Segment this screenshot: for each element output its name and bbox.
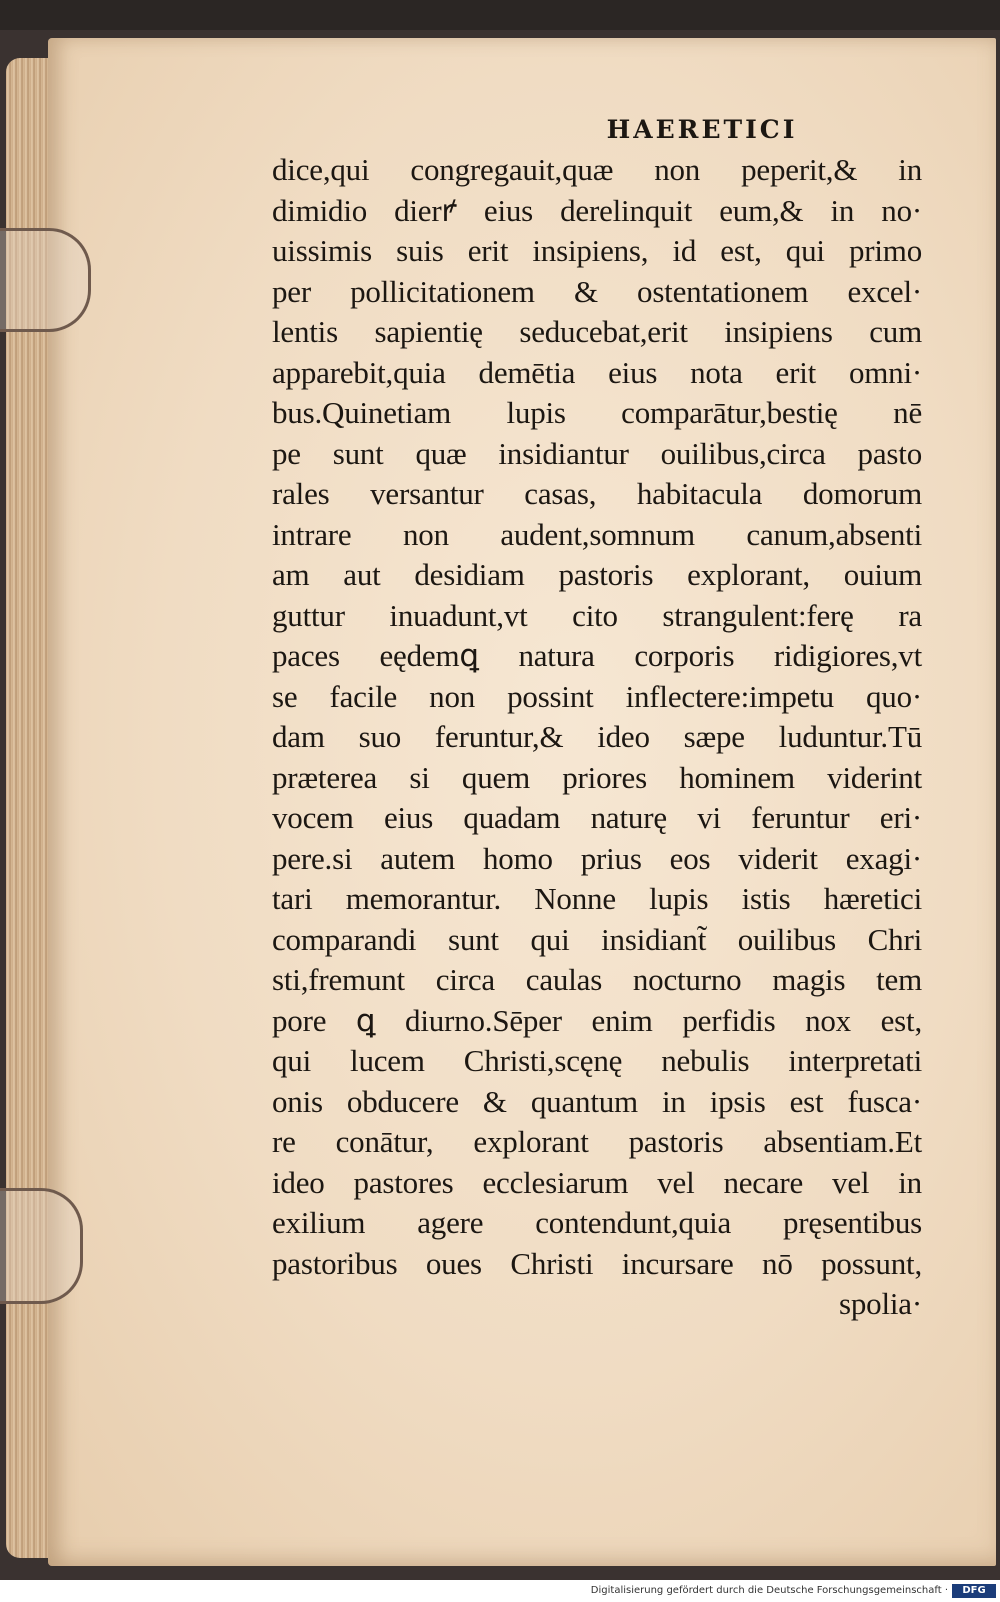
- funding-credit: Digitalisierung gefördert durch die Deutsche Forschungsgemeinschaft ·: [590, 1585, 948, 1596]
- text-line: uissimis suis erit insipiens, id est, qui primo: [272, 233, 922, 268]
- text-line: se facile non possint inflectere:impetu quo·: [272, 678, 922, 714]
- page-clip-top: [0, 228, 91, 332]
- text-line: tari memorantur. Nonne lupis istis hæretici: [272, 881, 922, 916]
- text-line: bus.Quinetiam lupis comparātur,bestię nē: [272, 395, 922, 430]
- text-line: pere.si autem homo prius eos viderit exagi·: [272, 840, 922, 876]
- text-line: pastoribus oues Christi incursare nō possunt,: [272, 1245, 922, 1281]
- text-line: onis obducere & quantum in ipsis est fusca·: [272, 1083, 922, 1119]
- text-line: paces eędemꝗ natura corporis ridigiores,vt: [272, 638, 922, 673]
- text-line: dam suo feruntur,& ideo sæpe luduntur.Tū: [272, 719, 922, 754]
- text-block: [272, 110, 922, 1325]
- text-line: dice,qui congregauit,quæ non peperit,& in: [272, 152, 922, 187]
- text-line: qui lucem Christi,scęnę nebulis interpretati: [272, 1043, 922, 1078]
- text-line: pe sunt quæ insidiantur ouilibus,circa pasto: [272, 435, 922, 471]
- text-line: dimidio dierꝵ eius derelinquit eum,& in no·: [272, 192, 922, 228]
- text-line: sti,fremunt circa caulas nocturno magis tem: [272, 962, 922, 997]
- text-line: re conātur, explorant pastoris absentiam.Et: [272, 1124, 922, 1159]
- text-line: intrare non audent,somnum canum,absenti: [272, 516, 922, 552]
- page-clip-bottom: [0, 1188, 83, 1304]
- text-line: pore ꝗ diurno.Sēper enim perfidis nox est,: [272, 1002, 922, 1038]
- text-line: præterea si quem priores hominem viderint: [272, 759, 922, 795]
- text-line: rales versantur casas, habitacula domorum: [272, 476, 922, 511]
- text-line: guttur inuadunt,vt cito strangulent:ferę ra: [272, 597, 922, 633]
- text-line: vocem eius quadam naturę vi feruntur eri·: [272, 800, 922, 835]
- text-line: lentis sapientię seducebat,erit insipiens cum: [272, 314, 922, 349]
- text-line: ideo pastores ecclesiarum vel necare vel in: [272, 1164, 922, 1200]
- catchword: spolia·: [839, 1286, 922, 1321]
- text-line: comparandi sunt qui insidiant̃ ouilibus Chri: [272, 921, 922, 957]
- text-line: exilium agere contendunt,quia pręsentibus: [272, 1205, 922, 1240]
- dfg-logo: DFG: [952, 1584, 996, 1598]
- text-line: apparebit,quia demētia eius nota erit omni·: [272, 354, 922, 390]
- running-head: HAERETICI: [606, 115, 798, 144]
- text-line: per pollicitationem & ostentationem excel·: [272, 273, 922, 309]
- text-line: am aut desidiam pastoris explorant, ouium: [272, 557, 922, 592]
